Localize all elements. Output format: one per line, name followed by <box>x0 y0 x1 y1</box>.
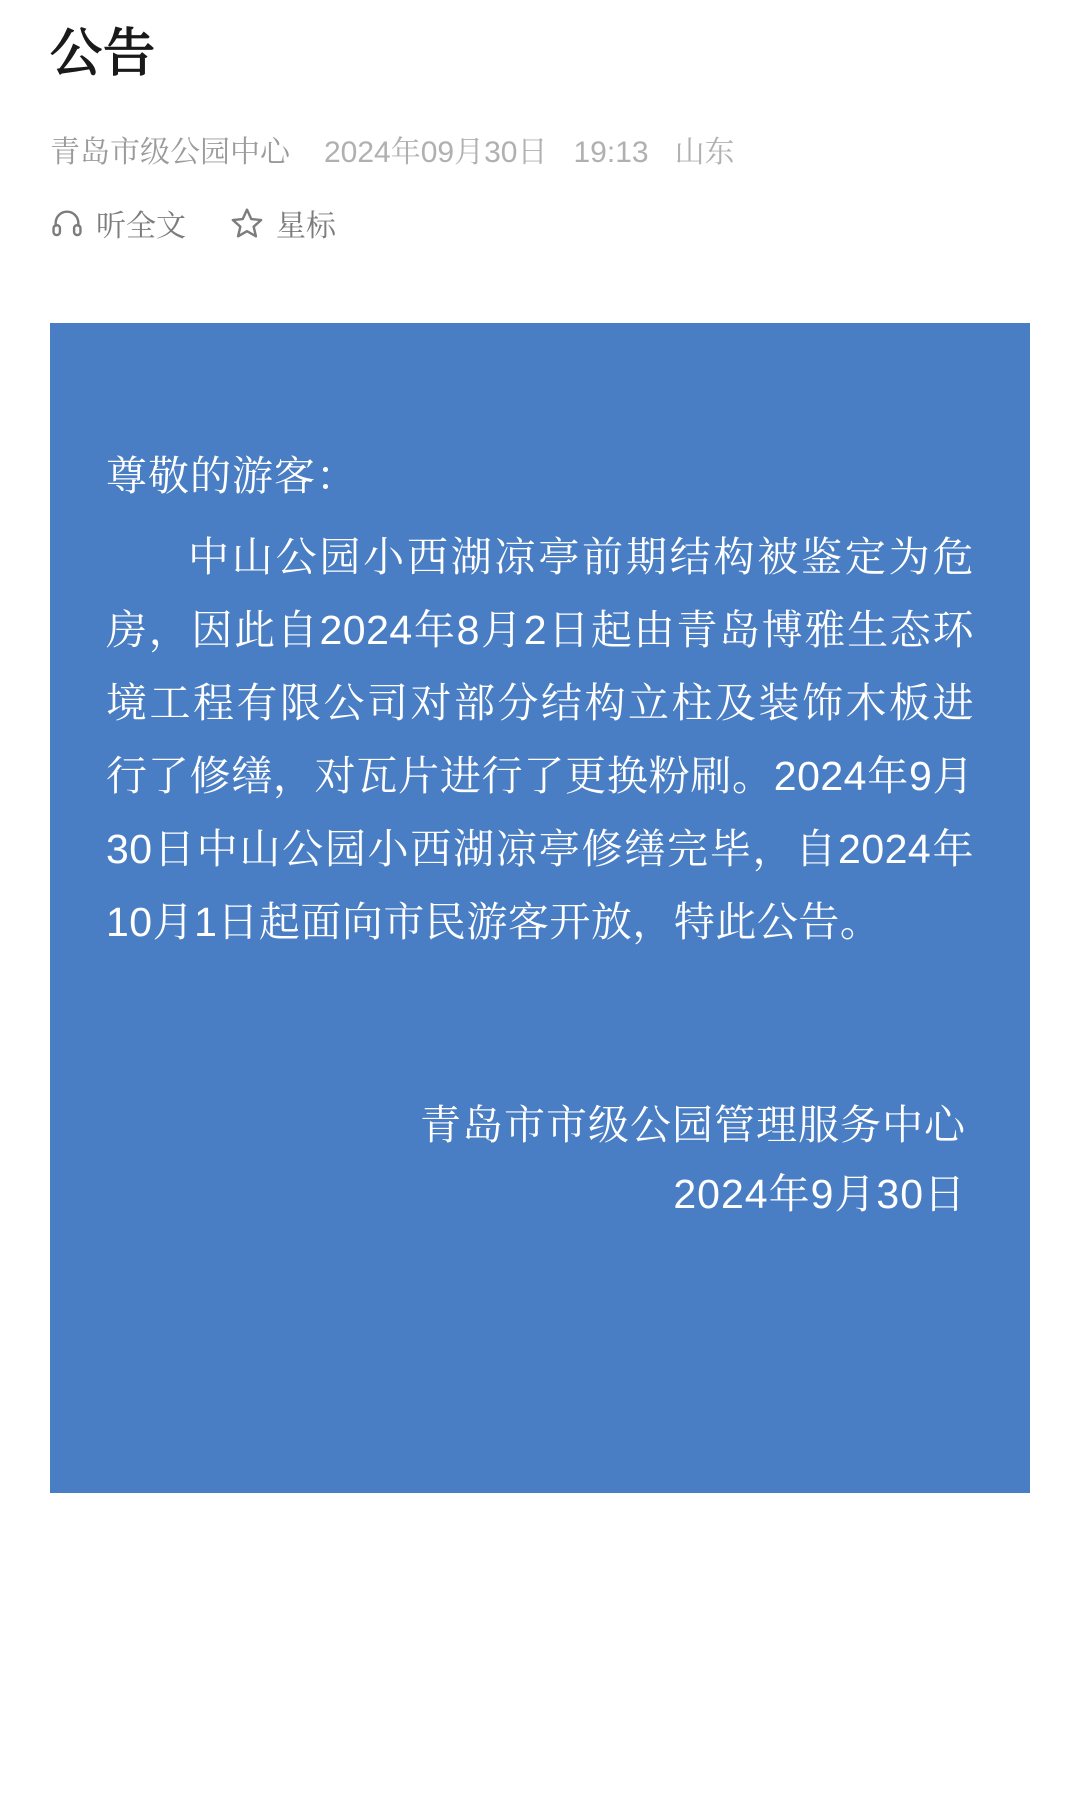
article-actions <box>50 201 1030 245</box>
publish-date: 2024年09月30日 <box>324 136 548 169</box>
article-container <box>0 22 1080 1493</box>
article-meta <box>50 127 1030 171</box>
publish-region: 山东 <box>674 136 735 169</box>
publisher-name[interactable]: 青岛市级公园中心 <box>50 136 290 169</box>
listen-full-text-button[interactable] <box>50 201 186 245</box>
notice-signature <box>106 1091 974 1230</box>
star-icon <box>230 206 264 240</box>
signature-date: 2024年9月30日 <box>673 1171 966 1218</box>
headphones-icon <box>50 206 84 240</box>
publish-time: 19:13 <box>573 136 649 169</box>
notice-body: 中山公园小西湖凉亭前期结构被鉴定为危房，因此自2024年8月2日起由青岛博雅生态环境工程有限公司对部分结构立柱及装饰木板进行了修缮，对瓦片进行了更换粉刷。2024年9月30日中山公园小西湖凉亭修缮完毕，自2024年10月1日起面向市民游客开放，特此公告。 <box>106 533 974 945</box>
listen-full-text-label: 听全文 <box>96 210 186 243</box>
page-title: 公告 <box>50 25 157 83</box>
star-label: 星标 <box>276 210 336 243</box>
star-button[interactable] <box>230 201 336 245</box>
notice-card <box>50 323 1030 1493</box>
notice-salutation: 尊敬的游客： <box>106 453 358 499</box>
signature-organization: 青岛市市级公园管理服务中心 <box>420 1101 966 1148</box>
